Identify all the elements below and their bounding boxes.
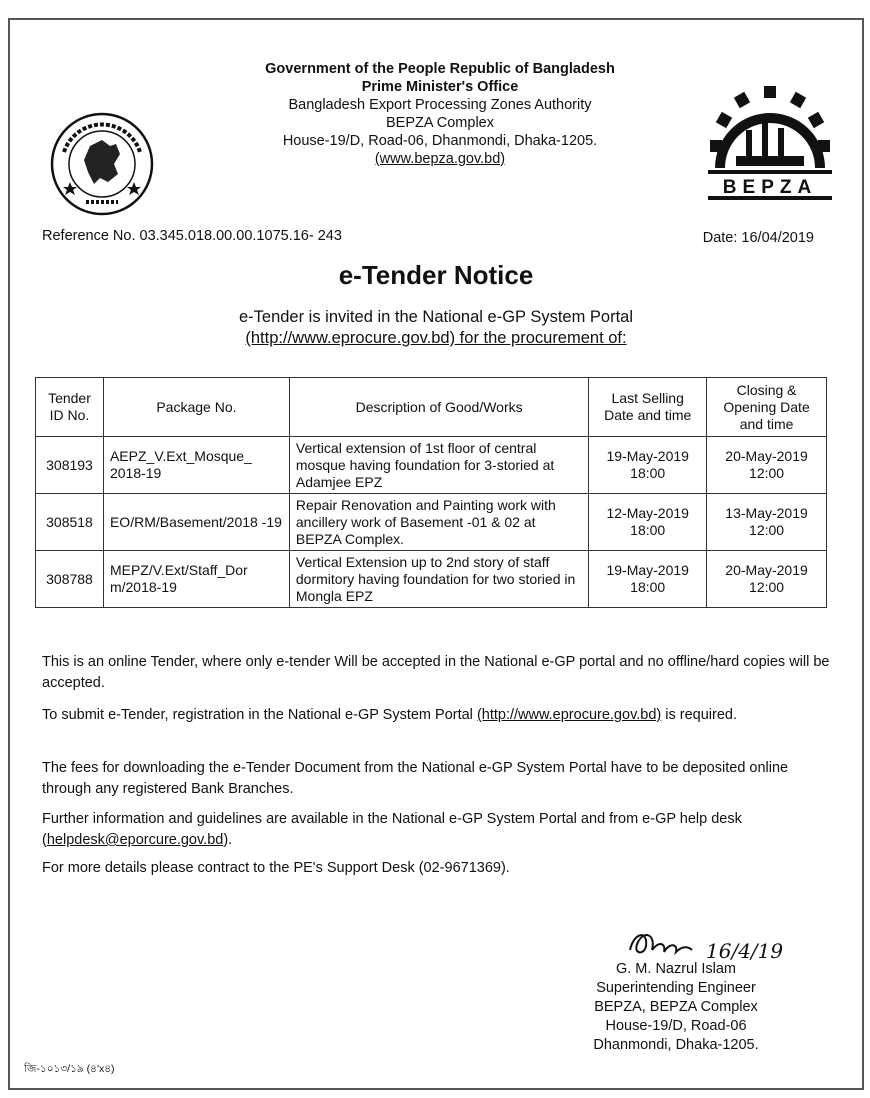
last-selling-time: 18:00 [630,465,666,481]
intro-line-1: e-Tender is invited in the National e-GP System Portal [238,308,634,326]
cell-package: EO/RM/Basement/2018 -19 [103,494,289,551]
table-row [36,551,827,608]
closing-time: 12:00 [749,465,785,481]
footer-print-code: জি-১০১৩/১৯ (৪'x৪) [24,1063,115,1075]
signer-org: BEPZA, BEPZA Complex [594,999,758,1015]
cell-description: Repair Renovation and Painting work with ancillery work of Basement -01 & 02 at BEPZA Complex. [289,494,588,551]
header-government: Government of the People Republic of Bangladesh [265,61,615,77]
header-block [150,60,730,168]
cell-package: AEPZ_V.Ext_Mosque_ 2018-19 [103,437,289,494]
signer-name: G. M. Nazrul Islam [615,961,737,977]
notice-title: e-Tender Notice [338,260,534,290]
col-header-last-selling: Last Selling Date and time [589,378,707,437]
eprocure-link[interactable]: (http://www.eprocure.gov.bd) [476,707,662,723]
notice-page [8,18,864,1090]
closing-date: 13-May-2019 [725,505,808,521]
closing-date: 20-May-2019 [725,562,808,578]
cell-closing [707,494,827,551]
last-selling-time: 18:00 [630,579,666,595]
helpdesk-text-end: ). [223,832,233,848]
last-selling-time: 18:00 [630,522,666,538]
cell-package: MEPZ/V.Ext/Staff_Dor m/2018-19 [103,551,289,608]
col-header-closing: Closing & Opening Date and time [707,378,827,437]
header-complex: BEPZA Complex [386,115,494,131]
reference-number: Reference No. 03.345.018.00.00.1075.16- 243 [42,228,342,244]
top-edge-strip [0,0,870,8]
header-office: Prime Minister's Office [361,79,519,95]
registration-text-end: is required. [661,707,737,723]
header-address: House-19/D, Road-06, Dhanmondi, Dhaka-1205. [282,133,598,149]
paragraph-online-tender: This is an online Tender, where only e-tender Will be accepted in the National e-GP portal and no offline/hard copies will be accepted. [42,654,830,691]
cell-tender-id: 308788 [36,551,104,608]
intro-text [10,307,862,349]
col-header-description: Description of Good/Works [289,378,588,437]
cell-last-selling [589,551,707,608]
signer-block [566,960,786,1055]
helpdesk-text: Further information and guidelines are available in the National e-GP System Portal and from e-GP help desk ( [42,811,742,848]
government-seal-icon [50,112,154,216]
closing-date: 20-May-2019 [725,448,808,464]
last-selling-date: 19-May-2019 [606,562,689,578]
bepza-logo-icon [706,84,834,204]
header-authority: Bangladesh Export Processing Zones Authority [288,97,592,113]
table-header-row [36,378,827,437]
cell-last-selling [589,494,707,551]
cell-last-selling [589,437,707,494]
intro-line-2-link[interactable]: (http://www.eprocure.gov.bd) for the procurement of: [245,329,627,347]
col-header-package: Package No. [103,378,289,437]
cell-tender-id: 308193 [36,437,104,494]
header-website-link[interactable]: (www.bepza.gov.bd) [374,151,506,167]
table-row [36,494,827,551]
cell-closing [707,551,827,608]
notice-date: Date: 16/04/2019 [702,230,814,246]
cell-closing [707,437,827,494]
signer-address-1: House-19/D, Road-06 [605,1018,747,1034]
paragraph-registration [42,705,832,726]
signer-address-2: Dhanmondi, Dhaka-1205. [593,1037,759,1053]
last-selling-date: 19-May-2019 [606,448,689,464]
cell-tender-id: 308518 [36,494,104,551]
closing-time: 12:00 [749,522,785,538]
cell-description: Vertical Extension up to 2nd story of staff dormitory having foundation for two storied in Mongla EPZ [289,551,588,608]
signature-date: 16/4/19 [706,939,784,963]
table-row [36,437,827,494]
signer-title: Superintending Engineer [596,980,756,996]
paragraph-fees: The fees for downloading the e-Tender Document from the National e-GP System Portal have to be deposited online through any registered Bank Branches. [42,760,789,797]
closing-time: 12:00 [749,579,785,595]
cell-description: Vertical extension of 1st floor of central mosque having foundation for 3-storied at Adamjee EPZ [289,437,588,494]
registration-text: To submit e-Tender, registration in the National e-GP System Portal [42,707,477,723]
helpdesk-email-link[interactable]: helpdesk@eporcure.gov.bd [46,832,224,848]
paragraph-helpdesk [42,809,832,851]
bepza-logo-text: BEPZA [722,177,818,198]
tender-table [35,377,827,608]
paragraph-support-desk: For more details please contract to the PE's Support Desk (02-9671369). [42,860,510,876]
col-header-tender-id: Tender ID No. [36,378,104,437]
last-selling-date: 12-May-2019 [606,505,689,521]
